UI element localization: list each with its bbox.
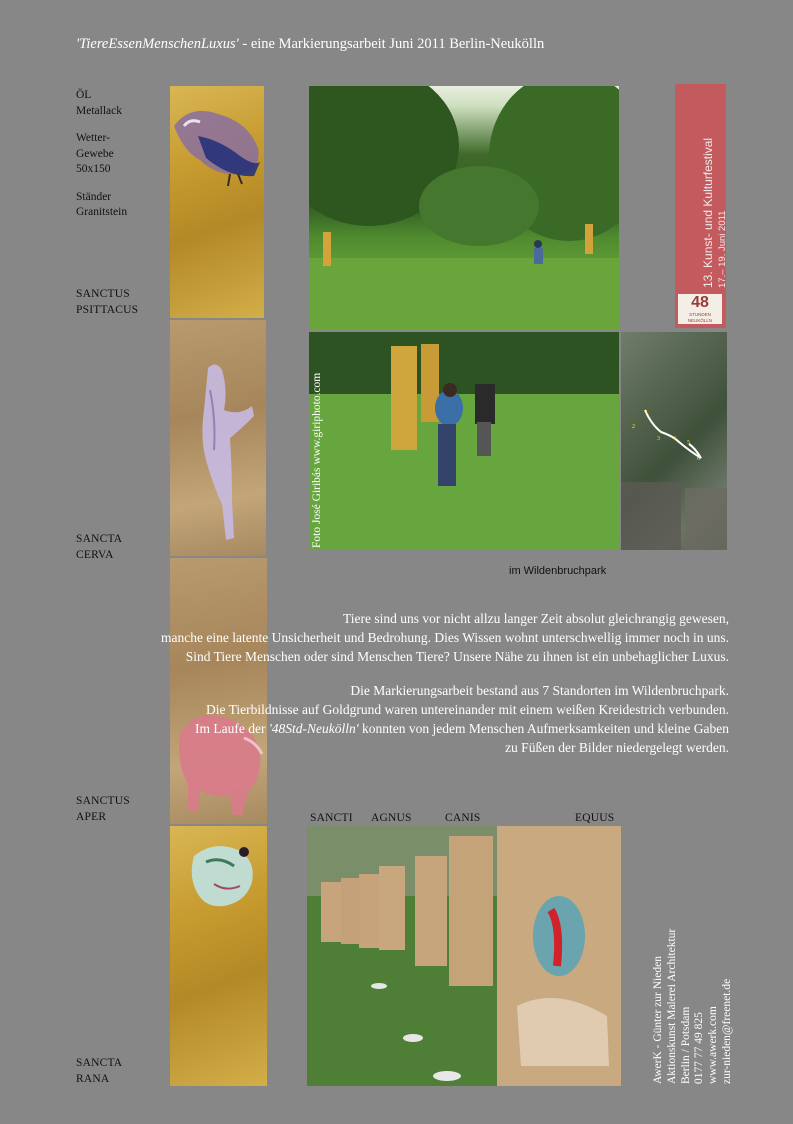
park-wide-image [309, 86, 619, 330]
label-line: PSITTACUS [76, 304, 139, 316]
poster-dates: 17.– 19. Juni 2011 [717, 210, 728, 288]
contact-website: www.awerk.com [707, 1006, 720, 1084]
contact-email: zur-nieden@freenet.de [720, 978, 733, 1084]
photo-caption: im Wildenbruchpark [509, 565, 607, 577]
park-visitors-image [309, 332, 619, 550]
map-marker: 3 [657, 436, 660, 442]
material-line: Metallack [76, 104, 122, 117]
photo-label-sancti: SANCTI [310, 812, 353, 824]
paragraph-text: konnten von jedem Menschen Aufmerksamkeiten und kleine Gaben [358, 721, 729, 736]
map-marker: 5 [687, 440, 690, 446]
page-title [76, 36, 544, 53]
paragraph-line: Tiere sind uns vor nicht allzu langer Zeit absolut gleichrangig gewesen, [342, 611, 729, 626]
contact-name: AwerK - Günter zur Nieden [652, 956, 664, 1084]
frog-image [170, 826, 267, 1086]
material-line: 50x150 [76, 163, 111, 175]
material-line: ÖL [76, 89, 92, 101]
paragraph-line [195, 719, 729, 738]
festival-poster [675, 84, 726, 328]
photo-park-wide [309, 86, 619, 330]
painting-frog [170, 826, 267, 1086]
painting-deer [170, 320, 266, 556]
label-line: CERVA [76, 549, 114, 561]
photo-banners [307, 826, 621, 1086]
label-sanctus-aper [76, 793, 130, 825]
contact-location: Berlin / Potsdam [679, 1006, 692, 1084]
title-italic: 'TiereEssenMenschenLuxus' [76, 36, 239, 52]
banners-image [307, 826, 621, 1086]
paragraph-line: Die Markierungsarbeit bestand aus 7 Standorten im Wildenbruchpark. [350, 683, 729, 698]
map-marker: 4 [673, 436, 676, 442]
title-rest: - eine Markierungsarbeit Juni 2011 Berlin-Neukölln [238, 36, 545, 52]
aerial-map-image [621, 332, 727, 550]
label-line: SANCTUS [76, 288, 130, 300]
label-line: RANA [76, 1073, 110, 1085]
paragraph-description [195, 681, 729, 757]
poster-logo-number: 48 [691, 294, 709, 311]
material-line: Granitstein [76, 206, 128, 218]
material-line: Gewebe [76, 147, 114, 160]
material-gap [76, 178, 127, 190]
paragraph-line: zu Füßen der Bilder niedergelegt werden. [505, 740, 729, 755]
festival-name: '48Std-Neukölln' [268, 721, 359, 736]
paragraph-intro [161, 609, 729, 666]
material-line: Ständer [76, 190, 112, 203]
paragraph-line: manche eine latente Unsicherheit und Bedrohung. Dies Wissen wohnt unterschwellig immer noch in uns. [161, 630, 729, 645]
poster-logo [678, 294, 722, 324]
label-sanctus-psittacus [76, 286, 138, 318]
painting-parrot [170, 86, 264, 318]
map-marker: 2 [632, 424, 635, 430]
materials-list [76, 88, 127, 221]
label-line: SANCTUS [76, 795, 130, 807]
contact-profession: Aktionskunst Malerei Architektur [665, 928, 678, 1084]
parrot-image [170, 86, 264, 318]
material-gap [76, 119, 127, 131]
label-line: SANCTA [76, 533, 123, 545]
poster-title: 13. Kunst- und Kulturfestival [701, 137, 715, 288]
material-line: Wetter- [76, 132, 110, 144]
poster-logo-sub: STUNDEN NEUKÖLLN [687, 312, 713, 323]
label-line: SANCTA [76, 1057, 123, 1069]
photo-park-visitors [309, 332, 619, 550]
label-sancta-cerva [76, 531, 122, 563]
map-marker: 1 [645, 410, 648, 416]
label-line: APER [76, 811, 107, 823]
paragraph-line: Die Tierbildnisse auf Goldgrund waren untereinander mit einem weißen Kreidestrich verbunden. [206, 702, 729, 717]
contact-block [652, 929, 735, 1084]
deer-image [170, 320, 266, 556]
contact-phone: 0177 77 49 825 [693, 1012, 706, 1084]
poster-text [701, 138, 728, 288]
photo-credit: Foto José Giribás www.giriphoto.com [311, 372, 323, 548]
paragraph-text: Im Laufe der [194, 721, 269, 736]
map-marker: 6 [697, 456, 700, 462]
paragraph-line: Sind Tiere Menschen oder sind Menschen Tiere? Unsere Nähe zu ihnen ist ein unbehaglicher Luxus. [185, 649, 729, 664]
photo-label-canis: CANIS [445, 812, 481, 824]
photo-label-agnus: AGNUS [371, 812, 412, 824]
photo-label-equus: EQUUS [575, 812, 615, 824]
label-sancta-rana [76, 1055, 122, 1087]
aerial-map [621, 332, 727, 550]
